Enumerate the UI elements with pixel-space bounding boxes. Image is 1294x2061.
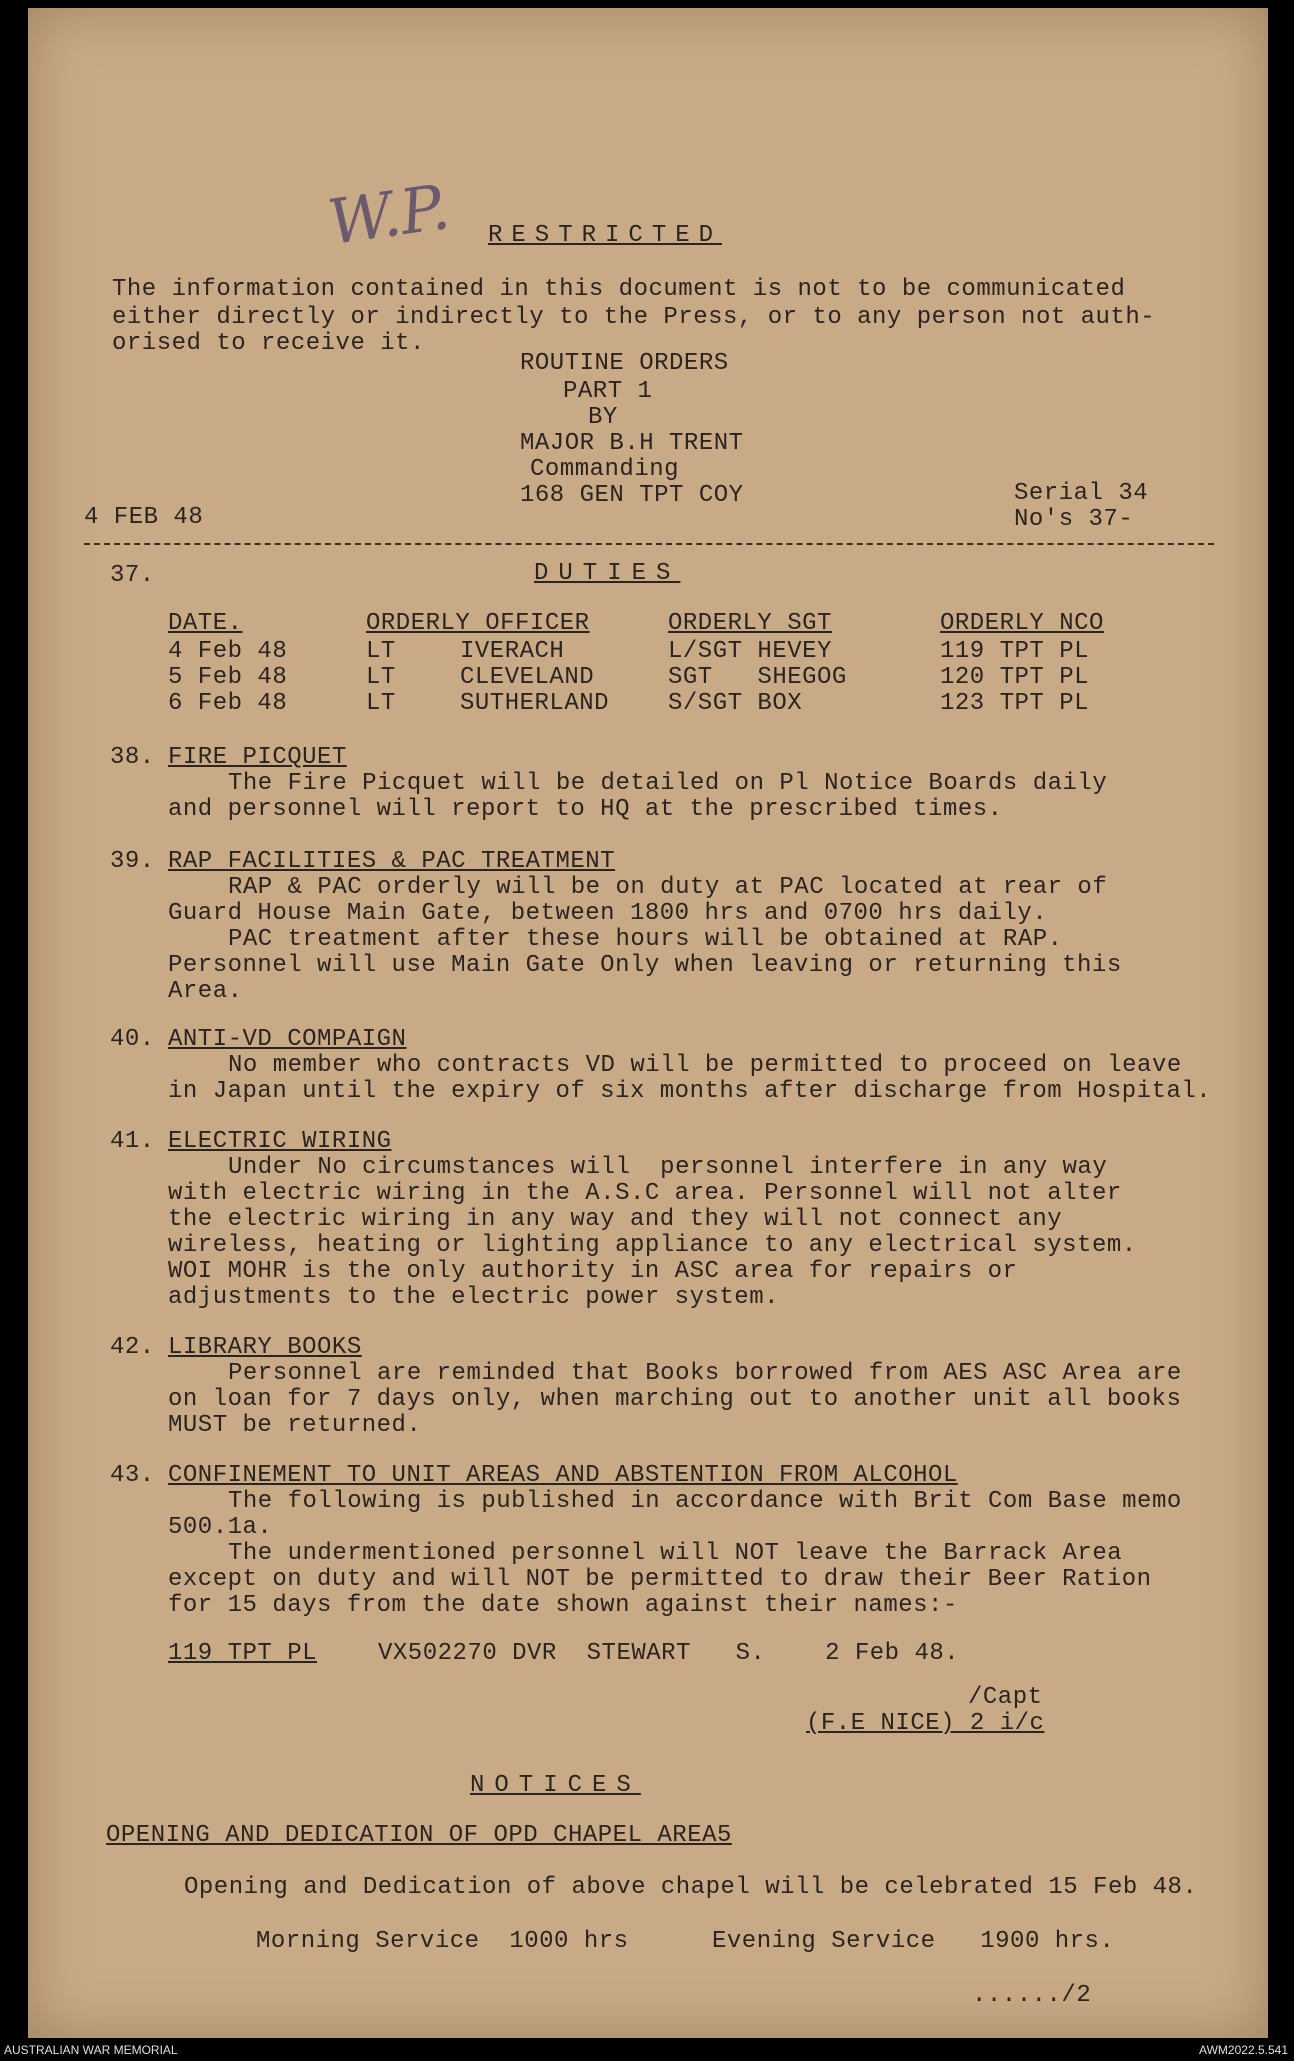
- serial-number: Serial 34: [1014, 480, 1149, 507]
- item-heading-39: RAP FACILITIES & PAC TREATMENT: [168, 848, 616, 875]
- item-43-line-5: for 15 days from the date shown against their names:-: [168, 1592, 958, 1619]
- duties-heading: DUTIES: [534, 560, 681, 587]
- duty-row-1-rank: LT: [366, 638, 396, 665]
- duty-row-2-rank: LT: [366, 664, 396, 691]
- notices-heading: NOTICES: [470, 1772, 641, 1799]
- item-number-42: 42.: [110, 1334, 155, 1361]
- page-continuation: ....../2: [972, 1982, 1092, 2009]
- item-43-line-4: except on duty and will NOT be permitted to draw their Beer Ration: [168, 1566, 1152, 1593]
- item-number-40: 40.: [110, 1026, 155, 1053]
- col-orderly-sgt: ORDERLY SGT: [668, 610, 832, 637]
- item-39-line-5: Area.: [168, 978, 243, 1005]
- duty-row-1-date: 4 Feb 48: [168, 638, 288, 665]
- col-orderly-officer: ORDERLY OFFICER: [366, 610, 590, 637]
- item-41-line-1: Under No circumstances will personnel interfere in any way: [228, 1154, 1108, 1181]
- item-40-line-1: No member who contracts VD will be permitted to proceed on leave: [228, 1052, 1182, 1079]
- signature-name: (F.E NICE) 2 i/c: [806, 1710, 1045, 1737]
- duty-row-3-rank: LT: [366, 690, 396, 717]
- item-heading-43: CONFINEMENT TO UNIT AREAS AND ABSTENTION FROM ALCOHOL: [168, 1462, 958, 1489]
- evening-service: Evening Service 1900 hrs.: [712, 1928, 1115, 1955]
- duty-row-1-officer: IVERACH: [460, 638, 565, 665]
- title-routine-orders: ROUTINE ORDERS: [520, 350, 729, 377]
- duty-row-3-officer: SUTHERLAND: [460, 690, 610, 717]
- item-43-line-3: The undermentioned personnel will NOT leave the Barrack Area: [228, 1540, 1123, 1567]
- notice-line-2: either directly or indirectly to the Press, or to any person not auth-: [112, 304, 1156, 331]
- duty-row-1-nco: 119 TPT PL: [940, 638, 1090, 665]
- item-42-line-2: on loan for 7 days only, when marching out to another unit all books: [168, 1386, 1182, 1413]
- classification-heading: RESTRICTED: [488, 222, 723, 249]
- item-heading-42: LIBRARY BOOKS: [168, 1334, 362, 1361]
- item-43-line-1: The following is published in accordance with Brit Com Base memo: [228, 1488, 1182, 1515]
- morning-service: Morning Service 1000 hrs: [256, 1928, 629, 1955]
- item-41-line-4: wireless, heating or lighting appliance to any electrical system.: [168, 1232, 1137, 1259]
- item-42-line-1: Personnel are reminded that Books borrowed from AES ASC Area are: [228, 1360, 1182, 1387]
- title-commander: MAJOR B.H TRENT: [520, 430, 744, 457]
- document-date: 4 FEB 48: [84, 504, 204, 531]
- item-39-line-4: Personnel will use Main Gate Only when leaving or returning this: [168, 952, 1122, 979]
- item-39-line-1: RAP & PAC orderly will be on duty at PAC located at rear of: [228, 874, 1108, 901]
- item-38-line-1: The Fire Picquet will be detailed on Pl Notice Boards daily: [228, 770, 1108, 797]
- duty-row-1-sgt: L/SGT HEVEY: [668, 638, 832, 665]
- duty-row-2-officer: CLEVELAND: [460, 664, 595, 691]
- item-41-line-3: the electric wiring in any way and they will not connect any: [168, 1206, 1063, 1233]
- item-41-line-2: with electric wiring in the A.S.C area. Personnel will not alter: [168, 1180, 1122, 1207]
- signature-title: /Capt: [968, 1684, 1043, 1711]
- duty-row-2-date: 5 Feb 48: [168, 664, 288, 691]
- item-40-line-2: in Japan until the expiry of six months after discharge from Hospital.: [168, 1078, 1212, 1105]
- item-41-line-6: adjustments to the electric power system.: [168, 1284, 779, 1311]
- item-39-line-2: Guard House Main Gate, between 1800 hrs and 0700 hrs daily.: [168, 900, 1048, 927]
- duty-row-2-nco: 120 TPT PL: [940, 664, 1090, 691]
- item-38-line-2: and personnel will report to HQ at the prescribed times.: [168, 796, 1003, 823]
- title-unit: 168 GEN TPT COY: [520, 482, 744, 509]
- item-heading-41: ELECTRIC WIRING: [168, 1128, 392, 1155]
- personnel-unit: 119 TPT PL: [168, 1640, 318, 1667]
- footer-accession-number: AWM2022.5.541: [1199, 2043, 1288, 2057]
- notice-chapel-line: Opening and Dedication of above chapel will be celebrated 15 Feb 48.: [184, 1874, 1198, 1901]
- item-heading-40: ANTI-VD COMPAIGN: [168, 1026, 407, 1053]
- item-42-line-3: MUST be returned.: [168, 1412, 422, 1439]
- item-41-line-5: WOI MOHR is the only authority in ASC area for repairs or: [168, 1258, 1018, 1285]
- footer-credit: AUSTRALIAN WAR MEMORIAL: [4, 2043, 178, 2057]
- document-sheet: [28, 8, 1268, 2038]
- col-orderly-nco: ORDERLY NCO: [940, 610, 1104, 637]
- duty-row-3-date: 6 Feb 48: [168, 690, 288, 717]
- duty-row-2-sgt: SGT SHEGOG: [668, 664, 847, 691]
- item-number-43: 43.: [110, 1462, 155, 1489]
- notice-line-1: The information contained in this document is not to be communicated: [112, 276, 1126, 303]
- personnel-details: VX502270 DVR STEWART S. 2 Feb 48.: [378, 1640, 960, 1667]
- notices-subheading: OPENING AND DEDICATION OF OPD CHAPEL AREA5: [106, 1822, 732, 1849]
- item-number-38: 38.: [110, 744, 155, 771]
- item-43-line-2: 500.1a.: [168, 1514, 273, 1541]
- item-39-line-3: PAC treatment after these hours will be obtained at RAP.: [228, 926, 1063, 953]
- duty-row-3-nco: 123 TPT PL: [940, 690, 1090, 717]
- title-commanding: Commanding: [530, 456, 680, 483]
- col-date: DATE.: [168, 610, 243, 637]
- item-number-41: 41.: [110, 1128, 155, 1155]
- item-heading-38: FIRE PICQUET: [168, 744, 347, 771]
- order-numbers: No's 37-: [1014, 506, 1134, 533]
- handwritten-initials: W.P.: [323, 169, 454, 260]
- item-number-37: 37.: [110, 562, 155, 589]
- item-number-39: 39.: [110, 848, 155, 875]
- title-part: PART 1: [563, 378, 653, 405]
- header-divider: [84, 543, 1214, 545]
- title-by: BY: [588, 404, 618, 431]
- notice-line-3: orised to receive it.: [112, 330, 425, 357]
- duty-row-3-sgt: S/SGT BOX: [668, 690, 803, 717]
